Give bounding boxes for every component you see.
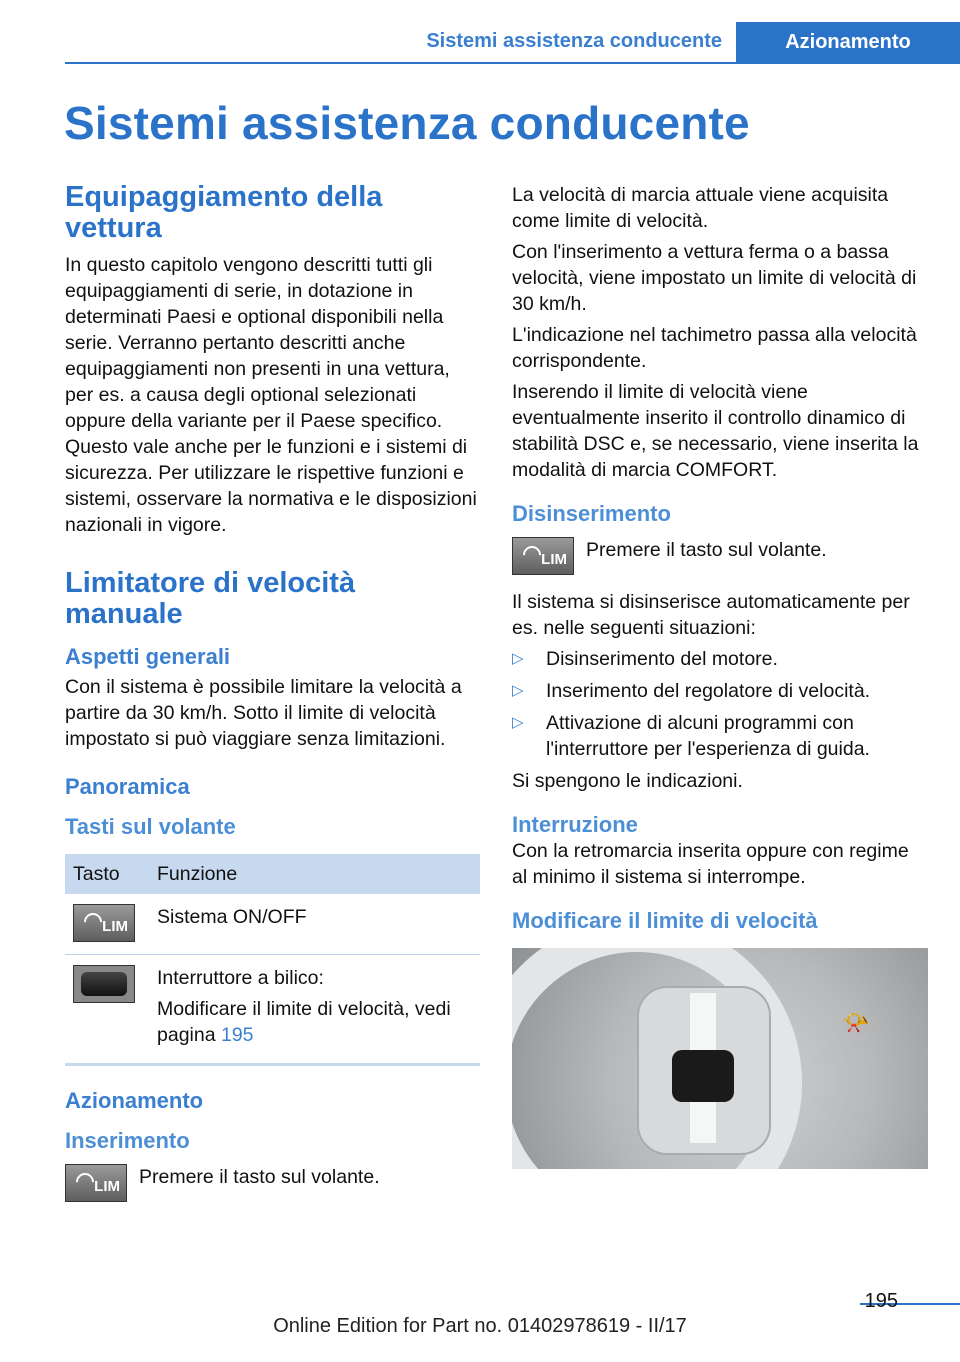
lim-key-icon: LIM — [73, 904, 135, 942]
right-p4: Inserendo il limite di velocità viene eventualmente inserito il controllo dinamico di stabilità DSC e, se necessario, viene inserita la modalità di marcia COMFORT. — [512, 381, 919, 481]
steering-wheel-image — [512, 948, 928, 1169]
left-column — [65, 182, 480, 1202]
right-column — [512, 182, 927, 1169]
lim-key-icon: LIM — [512, 537, 574, 575]
keys-heading: Tasti sul volante — [65, 814, 236, 839]
operation-heading: Azionamento — [65, 1088, 204, 1113]
header-section[interactable]: Sistemi assistenza conducente — [426, 30, 722, 52]
right-p2: Con l'inserimento a vettura ferma o a bassa velocità, viene impostato un limite di velocità di 30 km/h. — [512, 241, 917, 315]
lim-key-icon: LIM — [65, 1164, 127, 1202]
deact-heading: Disinserimento — [512, 501, 671, 526]
page-title: Sistemi assistenza conducente — [64, 97, 750, 149]
col-key-header: Tasto — [65, 854, 149, 894]
overview-heading: Panoramica — [65, 774, 190, 799]
page-number: 195 — [864, 1290, 898, 1312]
right-p1: La velocità di marcia attuale viene acquisita come limite di velocità. — [512, 184, 889, 232]
header-tab-active[interactable]: Azionamento — [736, 22, 960, 62]
right-p3: L'indicazione nel tachimetro passa alla velocità corrispondente. — [512, 324, 917, 372]
rocker-switch-icon — [73, 965, 135, 1003]
interrupt-text: Con la retromarcia inserita oppure con regime al minimo il sistema si interrompe. — [512, 840, 909, 888]
list-item: ▷ Attivazione di alcuni programmi con l'interruttore per l'esperienza di guida. — [512, 710, 927, 762]
row2-func-b: Modificare il limite di velocità, vedi pagina — [157, 998, 451, 1046]
header-bar — [65, 22, 960, 64]
row1-func: Sistema ON/OFF — [149, 894, 480, 955]
activation-text: Premere il tasto sul volante. — [139, 1166, 380, 1188]
deact-list — [512, 646, 927, 762]
horn-icon: 📯 — [842, 1010, 870, 1035]
keys-table — [65, 854, 480, 1066]
footer-edition: Online Edition for Part no. 01402978619 - II/17 — [273, 1315, 687, 1337]
auto-text: Il sistema si disinserisce automaticamente per es. nelle seguenti situazioni: — [512, 591, 910, 639]
modify-heading: Modificare il limite di velocità — [512, 908, 818, 933]
general-text: Con il sistema è possibile limitare la velocità a partire da 30 km/h. Sotto il limite di velocità impostato si può viaggiare senza limitazioni. — [65, 676, 462, 750]
deact-text: Premere il tasto sul volante. — [586, 539, 827, 561]
table-row — [65, 955, 480, 1065]
equip-heading: Equipaggiamento della vettura — [65, 181, 383, 244]
interrupt-heading: Interruzione — [512, 812, 638, 837]
equip-text: In questo capitolo vengono descritti tutti gli equipaggiamenti di serie, in dotazione in determinati Paesi e optional disponibili nella serie. Verranno pertanto descritti anche equipaggiamenti non presenti in una vettura, per es. a causa degli optional selezionati oppure della variante per il Paese specifico. Questo vale anche per le funzioni e i sistemi di sicurezza. Per utilizzare le rispettive funzioni e sistemi, osservare la normativa e le disposizioni nazionali in vigore. — [65, 254, 477, 536]
activation-heading: Inserimento — [65, 1128, 190, 1153]
list-item: ▷ Disinserimento del motore. — [512, 646, 927, 672]
page-link[interactable]: 195 — [220, 1024, 254, 1046]
limiter-heading: Limitatore di velocità manuale — [65, 567, 356, 630]
off-text: Si spengono le indicazioni. — [512, 770, 743, 792]
col-func-header: Funzione — [149, 854, 480, 894]
list-item: ▷ Inserimento del regolatore di velocità. — [512, 678, 927, 704]
row2-func-a: Interruttore a bilico: — [157, 967, 324, 989]
table-row — [65, 894, 480, 955]
general-heading: Aspetti generali — [65, 644, 231, 669]
